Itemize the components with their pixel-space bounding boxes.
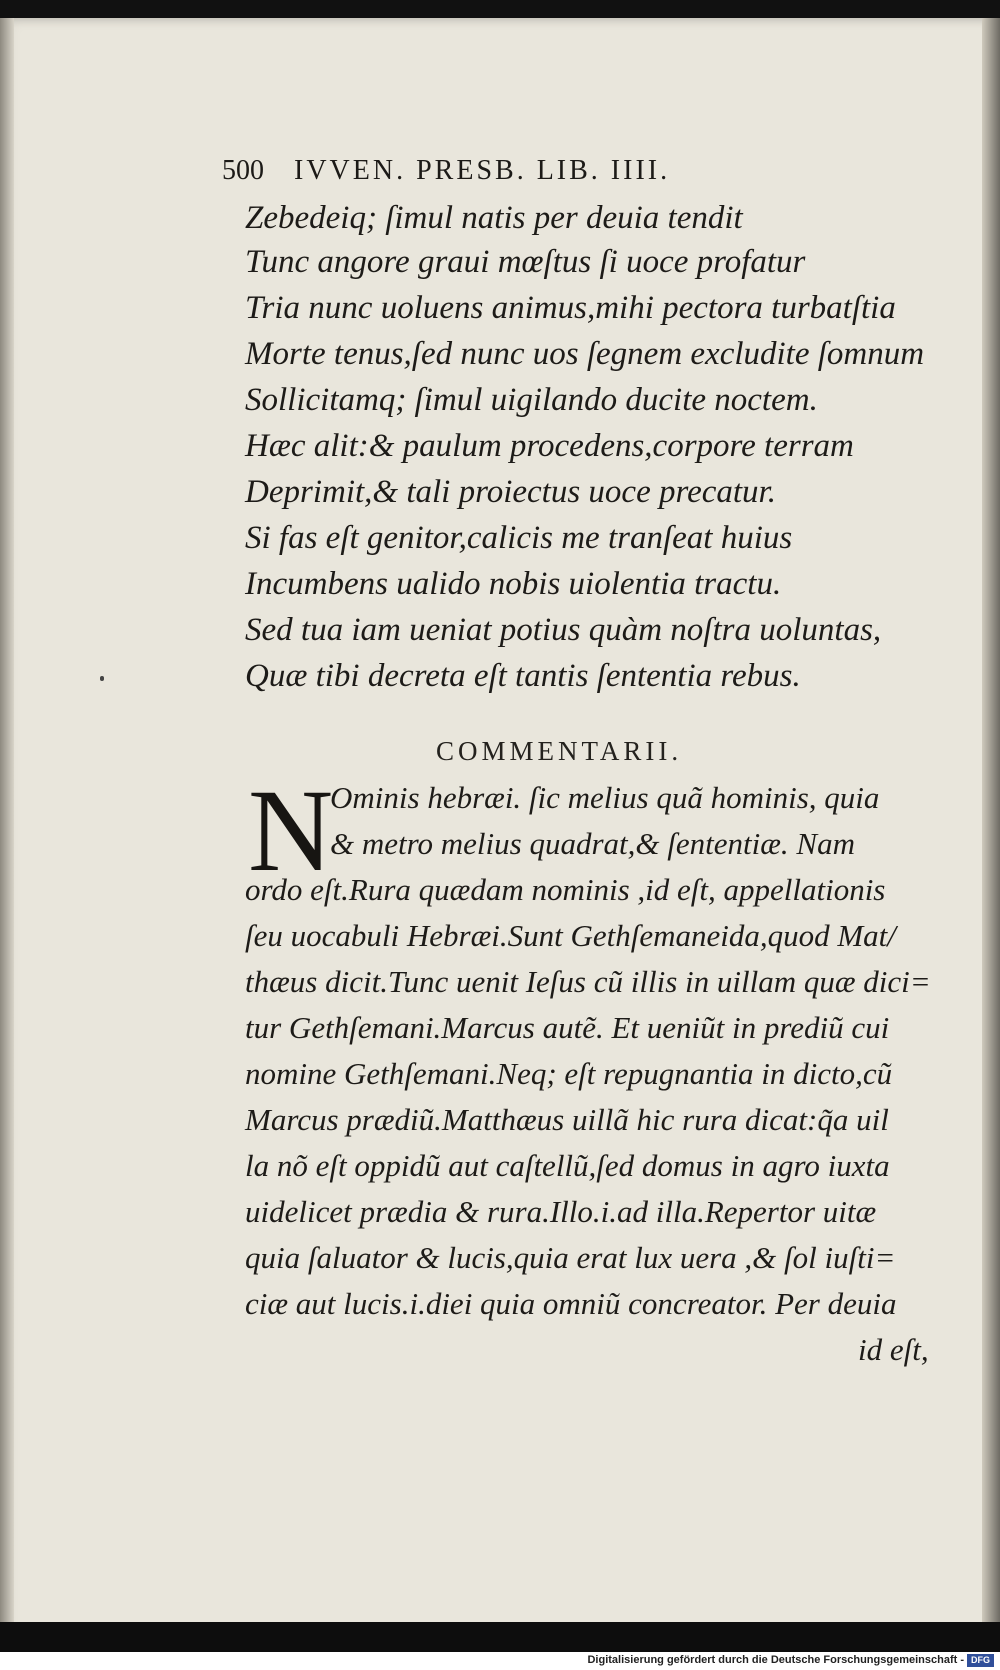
verse-line: Sed tua iam ueniat potius quàm noſtra uoluntas, <box>245 612 882 648</box>
top-scan-border <box>0 0 1000 20</box>
ink-speck <box>100 676 104 681</box>
verse-line: Sollicitamq; ſimul uigilando ducite noctem. <box>245 382 818 418</box>
drop-cap-initial: N <box>248 765 334 896</box>
verse-line: Incumbens ualido nobis uiolentia tractu. <box>245 566 782 602</box>
commentary-line: la nõ eſt oppidũ aut caſtellũ,ſed domus in agro iuxta <box>245 1148 890 1183</box>
verse-line: Tunc angore graui mœſtus ſi uoce profatur <box>245 244 806 280</box>
verse-line: Deprimit,& tali proiectus uoce precatur. <box>245 474 776 510</box>
commentary-line: ciæ aut lucis.i.diei quia omniũ concreator. Per deuia <box>245 1286 897 1321</box>
digitization-credit: Digitalisierung gefördert durch die Deutsche Forschungsgemeinschaft - <box>587 1654 964 1666</box>
commentary-line: & metro melius quadrat,& ſententiæ. Nam <box>330 826 855 861</box>
commentary-line: Ominis hebræi. ſic melius quã hominis, quia <box>330 780 880 815</box>
verse-line: Zebedeiq; ſimul natis per deuia tendit <box>245 200 743 236</box>
verse-line: Si fas eſt genitor,calicis me tranſeat huius <box>245 520 793 556</box>
page-number: 500 <box>222 155 264 186</box>
page-edge-shadow <box>982 18 1000 1643</box>
commentary-line: uidelicet prædia & rura.Illo.i.ad illa.Repertor uitæ <box>245 1194 877 1229</box>
verse-line: Morte tenus,ſed nunc uos ſegnem excludite ſomnum <box>245 336 925 372</box>
commentary-line: ſeu uocabuli Hebræi.Sunt Gethſemaneida,quod Mat/ <box>245 918 896 953</box>
section-heading: COMMENTARII. <box>436 736 683 766</box>
running-header <box>222 155 670 187</box>
commentary-line: nomine Gethſemani.Neq; eſt repugnantia in dicto,cũ <box>245 1056 893 1091</box>
running-title: IVVEN. PRESB. LIB. IIII. <box>294 155 671 186</box>
commentary-line: thæus dicit.Tunc uenit Ieſus cũ illis in uillam quæ dici= <box>245 964 931 999</box>
commentary-line: quia ſaluator & lucis,quia erat lux uera ,& ſol iuſti= <box>245 1240 896 1275</box>
commentary-line: tur Gethſemani.Marcus autẽ. Et ueniũt in prediũ cui <box>245 1010 890 1045</box>
page-gutter-shadow <box>0 18 14 1643</box>
commentary-line: ordo eſt.Rura quædam nominis ,id eſt, appellationis <box>245 872 886 907</box>
catchword: id eſt, <box>858 1332 929 1367</box>
verse-line: Quæ tibi decreta eſt tantis ſententia rebus. <box>245 658 801 694</box>
verse-line: Hæc alit:& paulum procedens,corpore terram <box>245 428 854 464</box>
verse-line: Tria nunc uoluens animus,mihi pectora turbatſtia <box>245 290 896 326</box>
commentary-line: Marcus prædiũ.Matthæus uillã hic rura dicat:q̃a uil <box>245 1102 889 1137</box>
dfg-logo: DFG <box>967 1654 994 1667</box>
